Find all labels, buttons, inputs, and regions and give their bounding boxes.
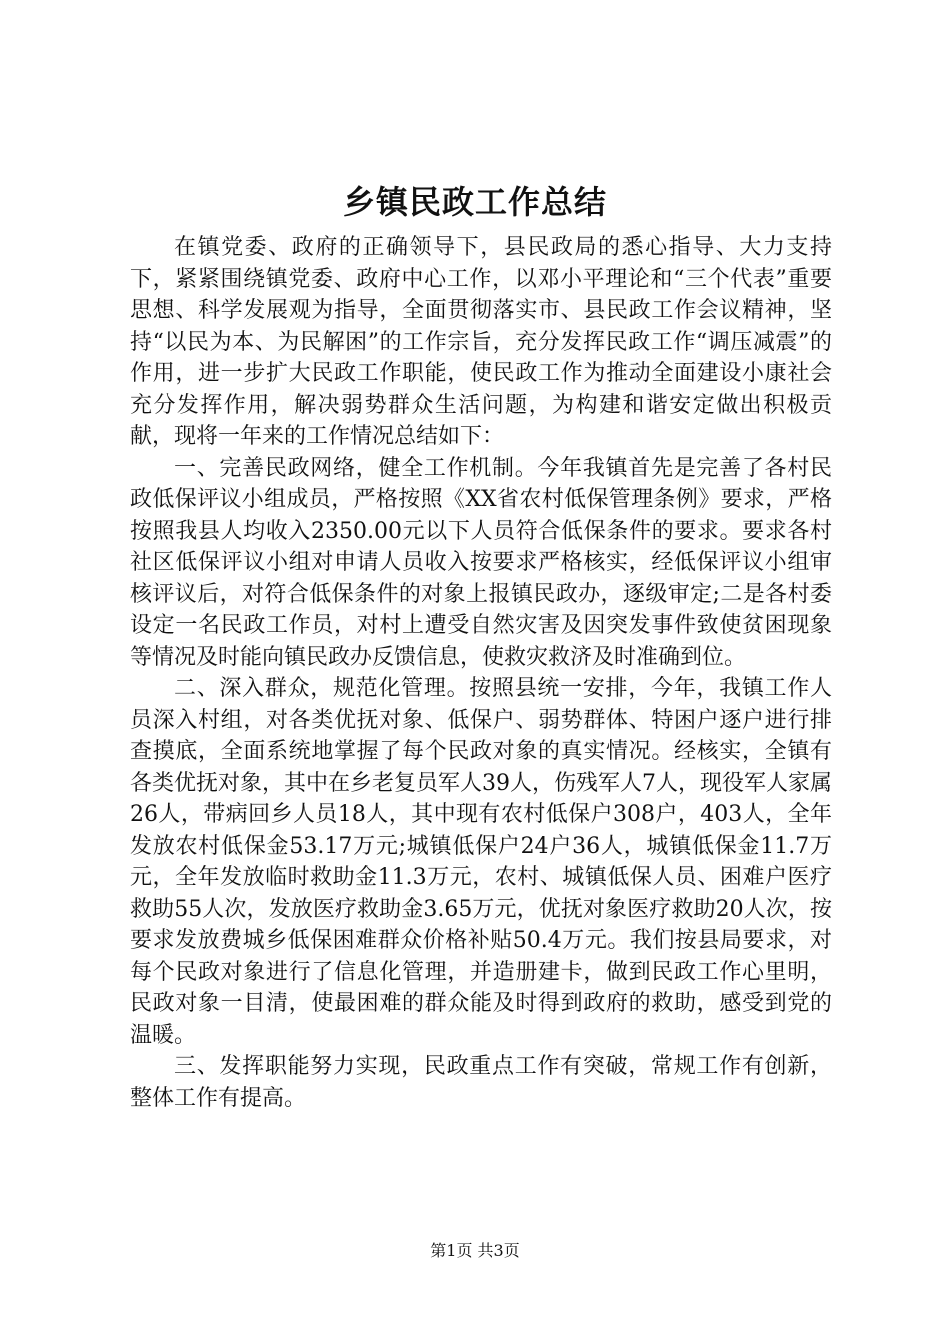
paragraph-section-3: 三、发挥职能努力实现，民政重点工作有突破，常规工作有创新，整体工作有提高。	[130, 1054, 832, 1111]
paragraph-intro: 在镇党委、政府的正确领导下，县民政局的悉心指导、大力支持下，紧紧围绕镇党委、政府中心工作，以邓小平理论和“三个代表”重要思想、科学发展观为指导，全面贯彻落实市、县民政工作会议精神，坚持“以民为本、为民解困”的工作宗旨，充分发挥民政工作“调压减震”的作用，进一步扩大民政工作职能，使民政工作为推动全面建设小康社会充分发挥作用，解决弱势群众生活问题，为构建和谐安定做出积极贡献，现将一年来的工作情况总结如下：	[130, 235, 832, 449]
paragraph-section-1: 一、完善民政网络，健全工作机制。今年我镇首先是完善了各村民政低保评议小组成员，严格按照《XX省农村低保管理条例》要求，严格按照我县人均收入2350.00元以下人员符合低保条件的要求。要求各村社区低保评议小组对申请人员收入按要求严格核实，经低保评议小组审核评议后，对符合低保条件的对象上报镇民政办，逐级审定;二是各村委设定一名民政工作员，对村上遭受自然灾害及因突发事件致使贫困现象等情况及时能向镇民政办反馈信息，使救灾救济及时准确到位。	[130, 455, 832, 670]
document-body	[130, 232, 832, 1114]
document-title: 乡镇民政工作总结	[342, 183, 607, 221]
paragraph-section-2: 二、深入群众，规范化管理。按照县统一安排，今年，我镇工作人员深入村组，对各类优抚对象、低保户、弱势群体、特困户逐户进行排查摸底，全面系统地掌握了每个民政对象的真实情况。经核实，全镇有各类优抚对象，其中在乡老复员军人39人，伤残军人7人，现役军人家属26人，带病回乡人员18人，其中现有农村低保户308户，403人，全年发放农村低保金53.17万元;城镇低保户24户36人，城镇低保金11.7万元，全年发放临时救助金11.3万元，农村、城镇低保人员、困难户医疗救助55人次，发放医疗救助金3.65万元，优抚对象医疗救助20人次，按要求发放费城乡低保困难群众价格补贴50.4万元。我们按县局要求，对每个民政对象进行了信息化管理，并造册建卡，做到民政工作心里明，民政对象一目清，使最困难的群众能及时得到政府的救助，感受到党的温暖。	[130, 676, 832, 1048]
page-number-footer: 第1页 共3页	[430, 1241, 520, 1260]
